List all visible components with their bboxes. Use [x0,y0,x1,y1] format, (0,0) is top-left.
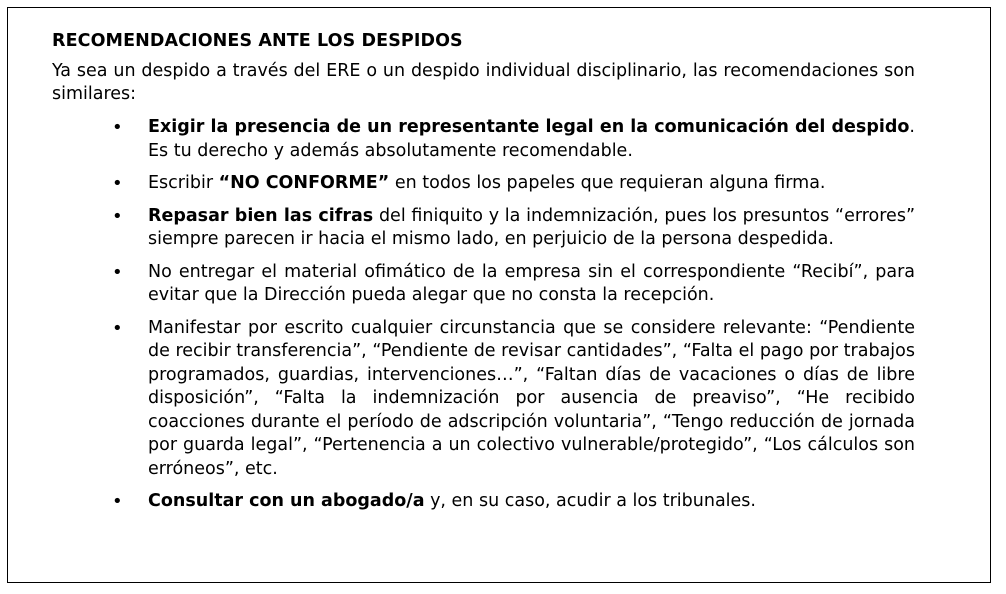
item-bold-text: Exigir la presencia de un representante legal en la comunicación del despido [148,117,910,137]
item-text: en todos los papeles que requieran alguna firma. [389,173,826,193]
bullet-icon: • [112,491,123,512]
bullet-icon: • [112,261,123,283]
item-text: No entregar el material ofimático de la empresa sin el correspondiente “Recibí”, para evitar que la Dirección pueda alegar que no consta la recepción. [148,261,915,305]
intro-paragraph: Ya sea un despido a través del ERE o un despido individual disciplinario, las recomendaciones son similares: [52,61,915,104]
item-bold-text: Consultar con un abogado/a [148,491,425,511]
bullet-icon: • [112,117,123,138]
document-title: RECOMENDACIONES ANTE LOS DESPIDOS [52,31,463,51]
list-item [52,261,915,308]
bullet-icon: • [112,173,123,194]
list-item [52,172,915,196]
list-item [52,317,915,482]
item-bold-text: Repasar bien las cifras [148,205,374,226]
item-bold-text: “NO CONFORME” [218,173,390,193]
item-text: . Es tu derecho y además absolutamente recomendable. [148,117,915,161]
item-text: del finiquito y la indemnización, pues los presuntos “errores” siempre parecen ir hacia el mismo lado, en perjuicio de la persona despedida. [148,205,916,249]
item-pre-text: Escribir [148,173,219,193]
list-item [52,205,915,252]
item-text: y, en su caso, acudir a los tribunales. [424,491,756,511]
item-text: Manifestar por escrito cualquier circunstancia que se considere relevante: “Pendiente de recibir transferencia”, “Pendiente de revisar cantidades”, “Falta el pago por trabajos programados, guardias, intervenciones…”, “Faltan días de vacaciones o días de libre disposición”, “Falta la indemnización por ausencia de preaviso”, “He recibido coacciones durante el período de adscripción voluntaria”, “Tengo reducción de jornada por guarda legal”, “Pertenencia a un colectivo vulnerable/protegido”, “Los cálculos son erróneos”, etc. [148,317,915,479]
document-content [52,30,915,523]
bullet-icon: • [112,317,123,339]
bullet-icon: • [112,205,123,227]
recommendation-list [52,116,915,514]
list-item [52,116,915,163]
list-item [52,490,915,514]
